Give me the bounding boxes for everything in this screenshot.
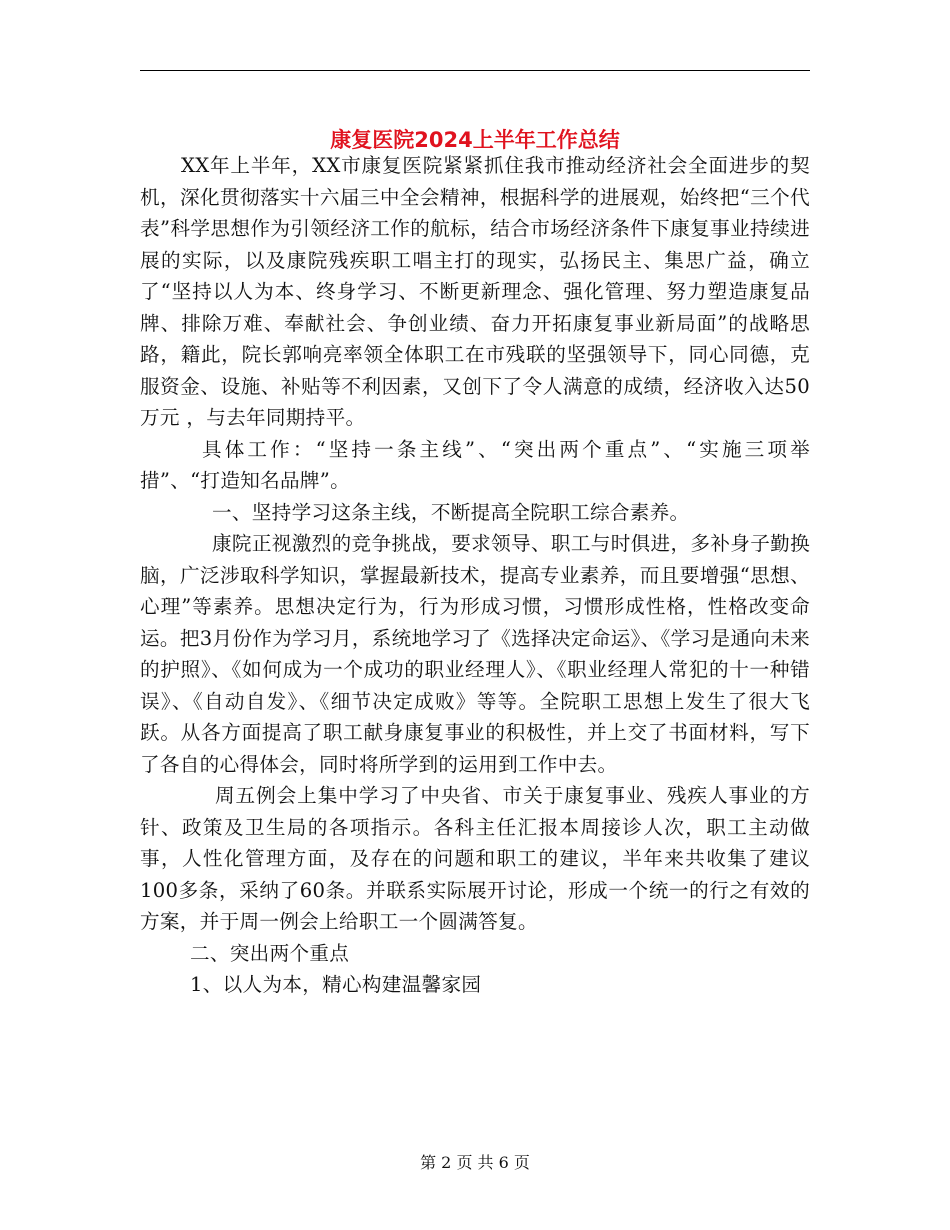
study-paragraph: 康院正视激烈的竞争挑战，要求领导、职工与时俱进，多补身子勤换脑，广泛涉取科学知识，掌握最新技术，提高专业素养，而且要增强“思想、心理”等素养。思想决定行为，行为形成习惯，习惯形成性格，性格改变命运。把3月份作为学习月，系统地学习了《选择决定命运》、《学习是通向未来的护照》、《如何成为一个成功的职业经理人》、《职业经理人常犯的十一种错误》、《自动自发》、《细节决定成败》等等。全院职工思想上发生了很大飞跃。从各方面提高了职工献身康复事业的积极性，并上交了书面材料，写下了各自的心得体会，同时将所学到的运用到工作中去。 [140,532,810,776]
section-heading-1: 一、坚持学习这条主线，不断提高全院职工综合素养。 [212,500,690,524]
document-title: 康复医院2024上半年工作总结 [330,128,620,153]
page-number: 第 2 页 共 6 页 [420,1153,530,1172]
intro-paragraph: XX年上半年，XX市康复医院紧紧抓住我市推动经济社会全面进步的契机，深化贯彻落实十六届三中全会精神，根据科学的进展观，始终把“三个代表”科学思想作为引领经济工作的航标，结合市场经济条件下康复事业持续进展的实际，以及康院残疾职工唱主打的现实，弘扬民主、集思广益，确立了“坚持以人为本、终身学习、不断更新理念、强化管理、努力塑造康复品牌、排除万难、奉献社会、争创业绩、奋力开拓康复事业新局面”的战略思路，籍此，院长郭响亮率领全体职工在市残联的坚强领导下，同心同德，克服资金、设施、补贴等不利因素，又创下了令人满意的成绩，经济收入达50万元 ，与去年同期持平。 [140,154,810,429]
header-rule [140,70,810,71]
section-heading-2: 二、突出两个重点 [190,941,350,965]
meeting-paragraph: 周五例会上集中学习了中央省、市关于康复事业、残疾人事业的方针、政策及卫生局的各项指示。各科主任汇报本周接诊人次，职工主动做事，人性化管理方面，及存在的问题和职工的建议，半年来共收集了建议100多条，采纳了60条。并联系实际展开讨论，形成一个统一的行之有效的方案，并于周一例会上给职工一个圆满答复。 [140,784,810,933]
overview-paragraph: 具体工作：“坚持一条主线”、“突出两个重点”、“实施三项举措”、“打造知名品牌”。 [140,437,810,492]
document-body [140,150,810,1001]
subsection-heading-1: 1、以人为本，精心构建温馨家园 [190,973,482,996]
